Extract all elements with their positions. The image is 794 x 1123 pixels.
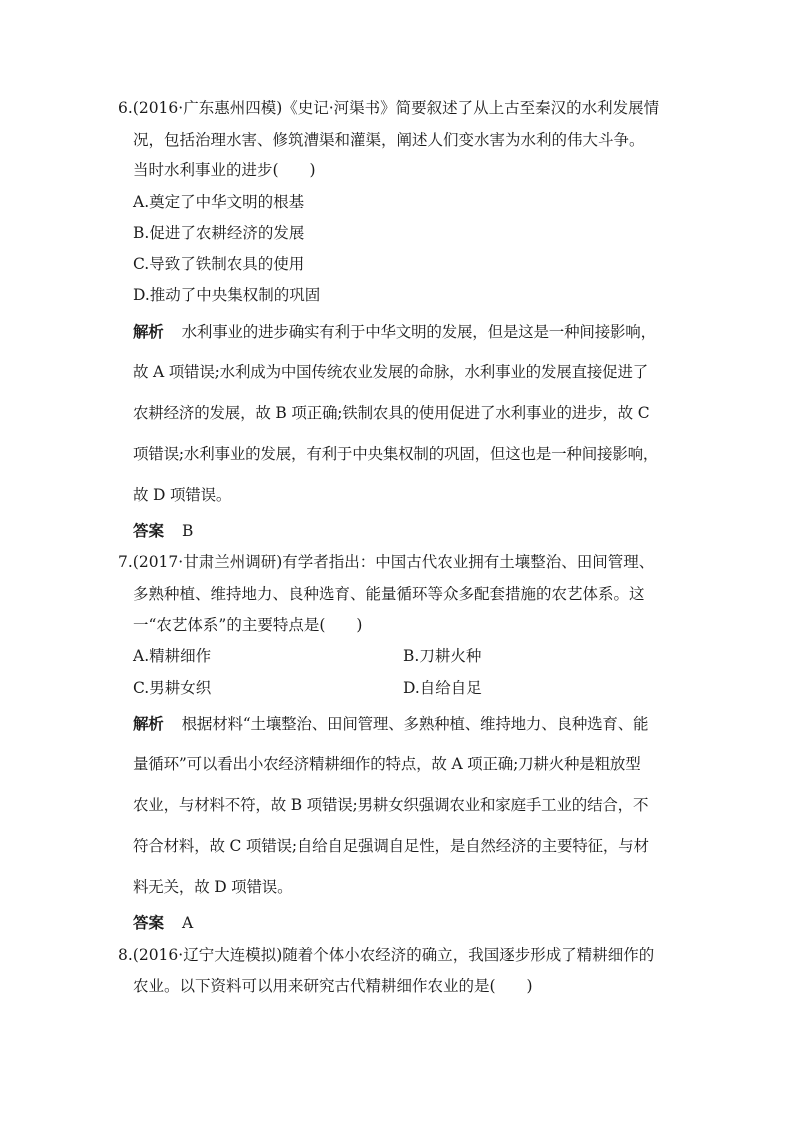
q7-option-d: D.自给自足: [403, 679, 482, 697]
q6-option-a: A.奠定了中华文明的根基: [133, 193, 305, 211]
q7-explanation-line-2: 量循环”可以看出小农经济精耕细作的特点，故 A 项正确;刀耕火种是粗放型: [133, 755, 641, 773]
q6-option-d: D.推动了中央集权制的巩固: [133, 286, 321, 304]
q7-explanation-label: 解析: [133, 714, 164, 733]
q6-option-b: B.促进了农耕经济的发展: [133, 224, 305, 242]
q7-explanation-line-4: 符合材料，故 C 项错误;自给自足强调自足性，是自然经济的主要特征，与材: [133, 837, 649, 855]
q6-explanation-line-2: 故 A 项错误;水利成为中国传统农业发展的命脉，水利事业的发展直接促进了: [133, 363, 649, 381]
q8-stem-line-1: 8.(2016·辽宁大连模拟)随着个体小农经济的确立，我国逐步形成了精耕细作的: [118, 946, 655, 964]
q8-stem-line-2: 农业。以下资料可以用来研究古代精耕细作农业的是( ): [133, 977, 533, 995]
q7-stem-line-2: 多熟种植、维持地力、良种选育、能量循环等众多配套措施的农艺体系。这: [133, 585, 645, 603]
q7-answer-value: A: [182, 914, 194, 932]
q6-explanation-line-1: [133, 321, 656, 343]
q6-stem-line-3: 当时水利事业的进步( ): [133, 161, 316, 179]
q6-explanation-line-3: 农耕经济的发展，故 B 项正确;铁制农具的使用促进了水利事业的进步，故 C: [133, 404, 650, 422]
q7-stem-line-3: 一“农艺体系”的主要特点是( ): [133, 616, 363, 634]
q6-answer-value: B: [182, 522, 194, 540]
q7-explanation-line-3: 农业，与材料不符，故 B 项错误;男耕女织强调农业和家庭手工业的结合，不: [133, 796, 649, 814]
q7-option-b: B.刀耕火种: [403, 647, 482, 665]
q6-explanation-text-1: 水利事业的进步确实有利于中华文明的发展，但是这是一种间接影响，: [181, 323, 656, 341]
q7-explanation-line-1: [133, 713, 648, 735]
q7-option-a: A.精耕细作: [133, 647, 212, 665]
q6-explanation-line-5: 故 D 项错误。: [133, 486, 232, 504]
q6-explanation-label: 解析: [133, 322, 164, 341]
q7-option-c: C.男耕女织: [133, 679, 212, 697]
q6-option-c: C.导致了铁制农具的使用: [133, 255, 305, 273]
q6-explanation-line-4: 项错误;水利事业的发展，有利于中央集权制的巩固，但这也是一种间接影响，: [133, 445, 659, 463]
q7-explanation-line-5: 料无关，故 D 项错误。: [133, 878, 293, 896]
q7-answer: [133, 912, 193, 934]
q6-stem-line-1: 6.(2016·广东惠州四模)《史记·河渠书》简要叙述了从上古至秦汉的水利发展情: [118, 99, 660, 117]
q7-explanation-text-1: 根据材料“土壤整治、田间管理、多熟种植、维持地力、良种选育、能: [181, 715, 649, 733]
q7-stem-line-1: 7.(2017·甘肃兰州调研)有学者指出：中国古代农业拥有土壤整治、田间管理、: [118, 553, 655, 571]
q6-stem-line-2: 况，包括治理水害、修筑漕渠和灌渠，阐述人们变水害为水利的伟大斗争。: [133, 131, 645, 149]
q6-answer-label: 答案: [133, 521, 165, 540]
q7-answer-label: 答案: [133, 913, 165, 932]
q6-answer: [133, 520, 193, 542]
